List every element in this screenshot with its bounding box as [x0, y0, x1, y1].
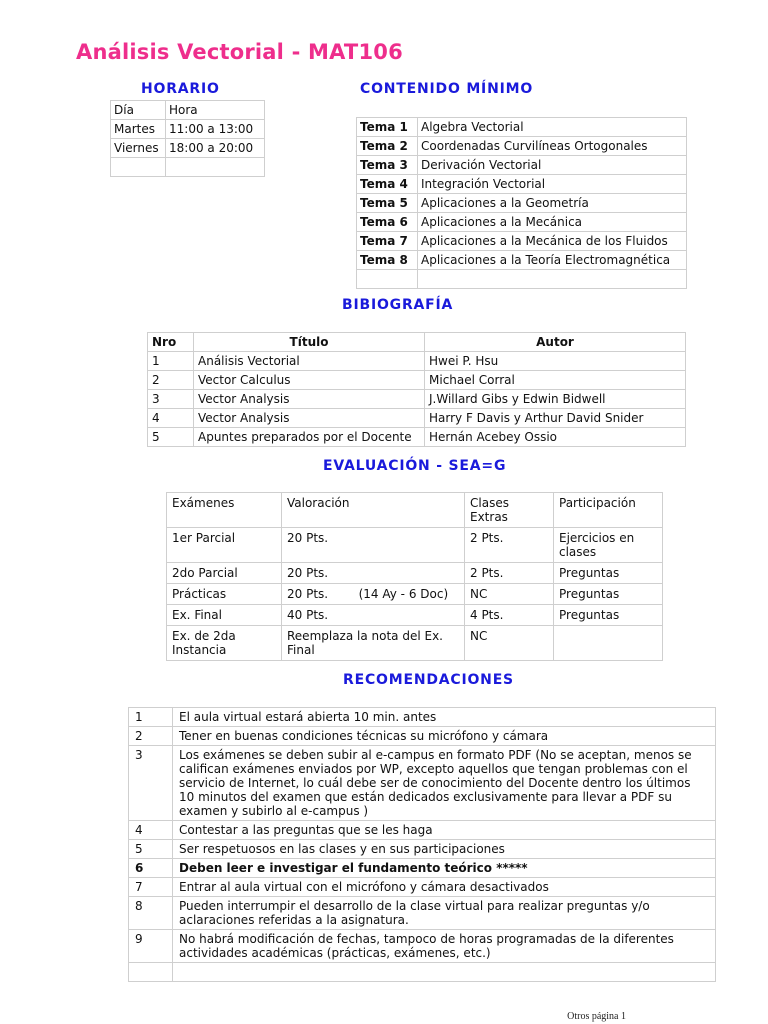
table-row	[129, 897, 716, 930]
eval-cell: 40 Pts.	[282, 605, 465, 626]
tema-title	[418, 270, 687, 289]
tema-title: Derivación Vectorial	[418, 156, 687, 175]
recomendaciones-heading: RECOMENDACIONES	[343, 672, 514, 688]
table-row	[111, 120, 265, 139]
recom-number: 8	[129, 897, 173, 930]
recom-number: 2	[129, 727, 173, 746]
eval-cell: 20 Pts.	[282, 563, 465, 584]
biblio-cell: J.Willard Gibs y Edwin Bidwell	[425, 390, 686, 409]
page-footer: Otros página 1	[567, 1011, 626, 1022]
table-row	[129, 708, 716, 727]
evaluacion-table	[166, 492, 663, 661]
table-row	[357, 156, 687, 175]
table-row	[148, 333, 686, 352]
table-row	[148, 428, 686, 447]
eval-cell: Prácticas	[167, 584, 282, 605]
table-row	[148, 371, 686, 390]
horario-cell	[166, 158, 265, 177]
tema-title: Algebra Vectorial	[418, 118, 687, 137]
eval-cell: NC	[465, 584, 554, 605]
tema-number: Tema 5	[357, 194, 418, 213]
recom-number: 1	[129, 708, 173, 727]
eval-cell: Preguntas	[554, 584, 663, 605]
eval-cell: Preguntas	[554, 605, 663, 626]
biblio-header-nro: Nro	[148, 333, 194, 352]
tema-number: Tema 3	[357, 156, 418, 175]
table-row	[148, 390, 686, 409]
table-row	[357, 194, 687, 213]
horario-cell	[111, 158, 166, 177]
biblio-cell: Vector Calculus	[194, 371, 425, 390]
table-row	[129, 746, 716, 821]
tema-number: Tema 2	[357, 137, 418, 156]
table-row	[167, 563, 663, 584]
table-row	[357, 251, 687, 270]
recom-number	[129, 963, 173, 982]
tema-title: Aplicaciones a la Mecánica de los Fluidos	[418, 232, 687, 251]
horario-header-hora: Hora	[166, 101, 265, 120]
table-row	[148, 409, 686, 428]
table-row	[357, 118, 687, 137]
recom-text: Tener en buenas condiciones técnicas su micrófono y cámara	[173, 727, 716, 746]
recom-text: Pueden interrumpir el desarrollo de la clase virtual para realizar preguntas y/o aclaraciones referidas a la asignatura.	[173, 897, 716, 930]
biblio-cell: 1	[148, 352, 194, 371]
table-row	[129, 727, 716, 746]
eval-cell: 2do Parcial	[167, 563, 282, 584]
tema-title: Aplicaciones a la Teoría Electromagnética	[418, 251, 687, 270]
evaluacion-heading: EVALUACIÓN - SEA=G	[323, 458, 507, 474]
eval-cell: 1er Parcial	[167, 528, 282, 563]
table-row	[129, 963, 716, 982]
recom-text: Deben leer e investigar el fundamento teórico *****	[173, 859, 716, 878]
eval-cell: Ejercicios en clases	[554, 528, 663, 563]
eval-cell: 2 Pts.	[465, 563, 554, 584]
tema-title: Integración Vectorial	[418, 175, 687, 194]
table-row	[357, 232, 687, 251]
biblio-header-titulo: Título	[194, 333, 425, 352]
eval-cell: Ex. Final	[167, 605, 282, 626]
eval-header: Exámenes	[167, 493, 282, 528]
horario-cell: Viernes	[111, 139, 166, 158]
biblio-cell: 3	[148, 390, 194, 409]
table-row	[129, 930, 716, 963]
table-row	[167, 584, 663, 605]
recom-number: 7	[129, 878, 173, 897]
tema-number	[357, 270, 418, 289]
recom-text: Contestar a las preguntas que se les haga	[173, 821, 716, 840]
biblio-cell: Vector Analysis	[194, 409, 425, 428]
horario-header-dia: Día	[111, 101, 166, 120]
table-row	[148, 352, 686, 371]
table-row	[129, 840, 716, 859]
biblio-header-autor: Autor	[425, 333, 686, 352]
tema-title: Aplicaciones a la Mecánica	[418, 213, 687, 232]
eval-header: Valoración	[282, 493, 465, 528]
table-row	[167, 528, 663, 563]
bibliografia-heading: BIBIOGRAFÍA	[342, 297, 454, 313]
table-row	[129, 821, 716, 840]
biblio-cell: Hwei P. Hsu	[425, 352, 686, 371]
horario-cell: 11:00 a 13:00	[166, 120, 265, 139]
biblio-cell: Vector Analysis	[194, 390, 425, 409]
tema-number: Tema 7	[357, 232, 418, 251]
biblio-cell: 5	[148, 428, 194, 447]
recom-text: No habrá modificación de fechas, tampoco de horas programadas de la diferentes actividades académicas (prácticas, exámenes, etc.)	[173, 930, 716, 963]
recom-text: Ser respetuosos en las clases y en sus participaciones	[173, 840, 716, 859]
recom-text	[173, 963, 716, 982]
eval-cell: Preguntas	[554, 563, 663, 584]
horario-table	[110, 100, 265, 177]
table-row	[167, 493, 663, 528]
tema-number: Tema 8	[357, 251, 418, 270]
contenido-table	[356, 117, 687, 289]
tema-title: Coordenadas Curvilíneas Ortogonales	[418, 137, 687, 156]
eval-cell: 4 Pts.	[465, 605, 554, 626]
biblio-cell: Hernán Acebey Ossio	[425, 428, 686, 447]
bibliografia-table	[147, 332, 686, 447]
eval-header: Clases Extras	[465, 493, 554, 528]
biblio-cell: Harry F Davis y Arthur David Snider	[425, 409, 686, 428]
eval-cell: NC	[465, 626, 554, 661]
table-row	[111, 158, 265, 177]
table-row	[111, 101, 265, 120]
biblio-cell: 4	[148, 409, 194, 428]
eval-cell: 20 Pts. (14 Ay - 6 Doc)	[282, 584, 465, 605]
table-row	[167, 605, 663, 626]
tema-title: Aplicaciones a la Geometría	[418, 194, 687, 213]
biblio-cell: Michael Corral	[425, 371, 686, 390]
recom-number: 3	[129, 746, 173, 821]
table-row	[167, 626, 663, 661]
table-row	[357, 213, 687, 232]
contenido-heading: CONTENIDO MÍNIMO	[360, 81, 534, 97]
eval-cell: Reemplaza la nota del Ex. Final	[282, 626, 465, 661]
biblio-cell: 2	[148, 371, 194, 390]
eval-header: Participación	[554, 493, 663, 528]
horario-cell: Martes	[111, 120, 166, 139]
recom-number: 6	[129, 859, 173, 878]
eval-cell: 2 Pts.	[465, 528, 554, 563]
recom-number: 9	[129, 930, 173, 963]
biblio-cell: Análisis Vectorial	[194, 352, 425, 371]
recom-number: 4	[129, 821, 173, 840]
tema-number: Tema 4	[357, 175, 418, 194]
recom-number: 5	[129, 840, 173, 859]
table-row	[111, 139, 265, 158]
biblio-cell: Apuntes preparados por el Docente	[194, 428, 425, 447]
table-row	[129, 878, 716, 897]
recom-text: El aula virtual estará abierta 10 min. antes	[173, 708, 716, 727]
recom-text: Los exámenes se deben subir al e-campus en formato PDF (No se aceptan, menos se califican exámenes enviados por WP, excepto aquellos que tengan problemas con el servicio de Internet, lo cuál debe ser de conocimiento del Docente dentro los últimos 10 minutos del examen que están dedicados exclusivamente para llevar a PDF su examen y subirlo al e-campus )	[173, 746, 716, 821]
recom-text: Entrar al aula virtual con el micrófono y cámara desactivados	[173, 878, 716, 897]
recomendaciones-table	[128, 707, 716, 982]
horario-cell: 18:00 a 20:00	[166, 139, 265, 158]
eval-cell: 20 Pts.	[282, 528, 465, 563]
eval-cell	[554, 626, 663, 661]
table-row	[357, 137, 687, 156]
table-row	[129, 859, 716, 878]
table-row	[357, 175, 687, 194]
tema-number: Tema 6	[357, 213, 418, 232]
page-title: Análisis Vectorial - MAT106	[76, 40, 403, 64]
eval-cell: Ex. de 2da Instancia	[167, 626, 282, 661]
table-row	[357, 270, 687, 289]
horario-heading: HORARIO	[141, 81, 220, 97]
tema-number: Tema 1	[357, 118, 418, 137]
